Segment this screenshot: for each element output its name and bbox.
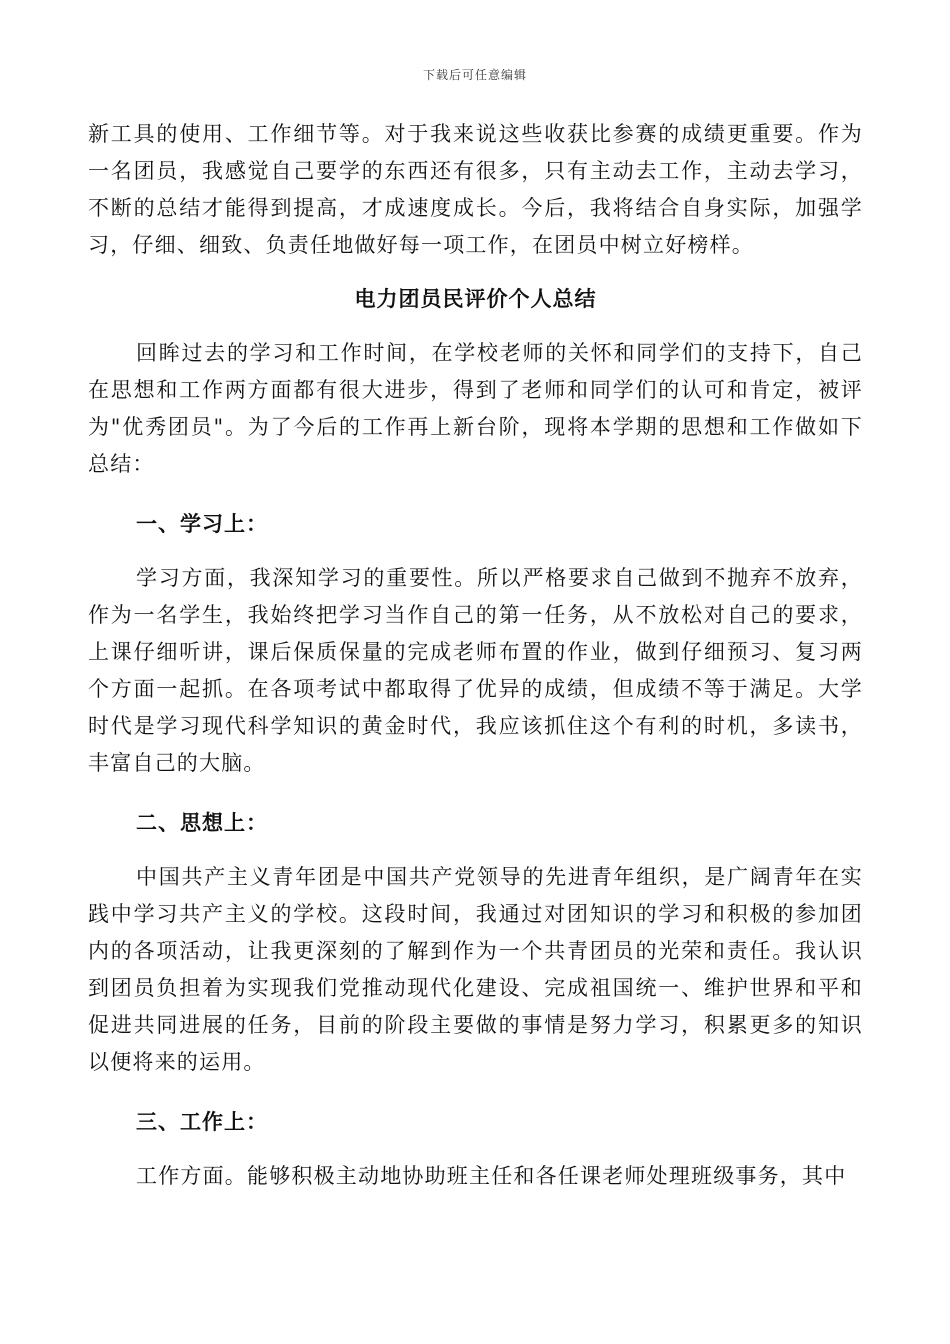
section-body-work: 工作方面。能够积极主动地协助班主任和各任课老师处理班级事务，其中 — [136, 1164, 847, 1188]
section-heading-work: 三、工作上： — [136, 1109, 268, 1134]
opening-paragraph: 回眸过去的学习和工作时间，在学校老师的关怀和同学们的支持下，自己在思想和工作两方面都有很大进步，得到了老师和同学们的认可和肯定，被评为"优秀团员"。为了今后的工作再上新台阶，现将本学期的思想和工作做如下总结： — [88, 341, 863, 476]
document-body — [88, 116, 863, 1195]
intro-paragraph: 新工具的使用、工作细节等。对于我来说这些收获比参赛的成绩更重要。作为一名团员，我感觉自己要学的东西还有很多，只有主动去工作，主动去学习，不断的总结才能得到提高，才成速度成长。今后，我将结合自身实际，加强学习，仔细、细致、负责任地做好每一项工作，在团员中树立好榜样。 — [88, 122, 863, 257]
section-body-study: 学习方面，我深知学习的重要性。所以严格要求自己做到不抛弃不放弃，作为一名学生，我始终把学习当作自己的第一任务，从不放松对自己的要求，上课仔细听讲，课后保质保量的完成老师布置的作业，做到仔细预习、复习两个方面一起抓。在各项考试中都取得了优异的成绩，但成绩不等于满足。大学时代是学习现代科学知识的黄金时代，我应该抓住这个有利的时机，多读书，丰富自己的大脑。 — [88, 566, 863, 775]
document-title: 电力团员民评价个人总结 — [354, 286, 597, 311]
page-header: 下载后可任意编辑 — [422, 68, 527, 82]
section-heading-study: 一、学习上： — [136, 511, 268, 536]
section-heading-thought: 二、思想上： — [136, 810, 268, 835]
section-body-thought: 中国共产主义青年团是中国共产党领导的先进青年组织，是广阔青年在实践中学习共产主义的学校。这段时间，我通过对团知识的学习和积极的参加团内的各项活动，让我更深刻的了解到作为一个共青团员的光荣和责任。我认识到团员负担着为实现我们党推动现代化建设、完成祖国统一、维护世界和平和促进共同进展的任务，目前的阶段主要做的事情是努力学习，积累更多的知识以便将来的运用。 — [88, 865, 863, 1074]
